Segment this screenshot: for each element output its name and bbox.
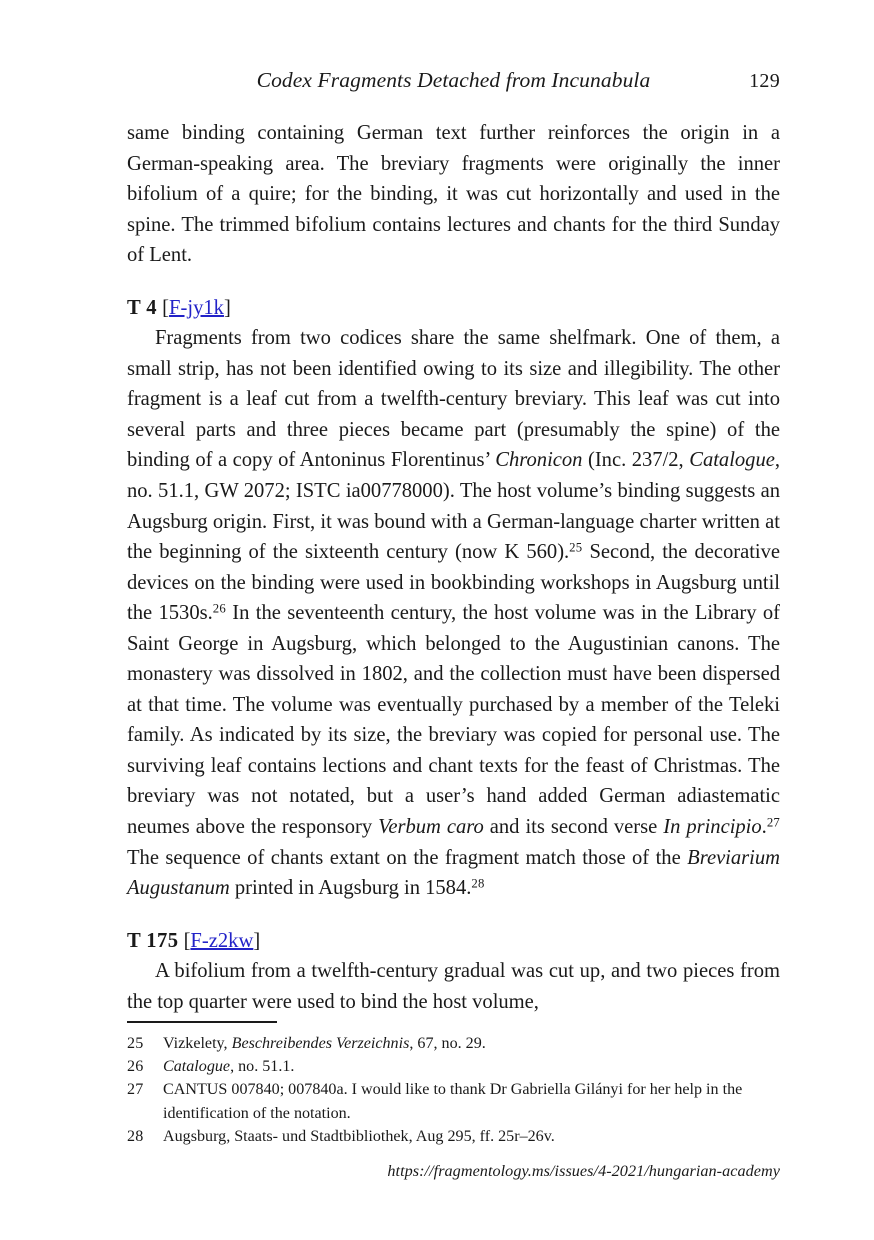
footnote-list <box>127 1032 787 1148</box>
section-signature-t4: T 4 <box>127 296 158 319</box>
body-column <box>127 118 780 1017</box>
running-head-title: Codex Fragments Detached from Incunabula <box>256 68 651 92</box>
fragment-link-t4[interactable]: F-jy1k <box>169 296 224 319</box>
footnote-separator-rule <box>127 1021 277 1023</box>
footnote-ref-26[interactable]: 26 <box>212 601 226 616</box>
t4-text-6: and its second verse <box>483 816 664 839</box>
section-spacer-2 <box>127 904 780 926</box>
section-heading-t4 <box>127 293 780 324</box>
fn25-text-1: Vizkelety, <box>163 1035 232 1052</box>
footnote-item <box>127 1125 787 1148</box>
t4-text-4: Second, the decorative devices on the binding were used in bookbinding workshops in Augsburg until the 1530s. <box>127 541 781 625</box>
running-head <box>127 68 780 98</box>
bracket-close-t4: ] <box>223 296 231 319</box>
bracket-open-t4: [ <box>162 296 170 319</box>
fragment-link-t175[interactable]: F-z2kw <box>190 929 254 952</box>
paragraph-continuation: same binding containing German text further reinforces the origin in a German-speaking area. The breviary fragments were originally the inner bifolium of a quire; for the binding, it was cut horizontally and used in the spine. The trimmed bifolium contains lectures and chants for the third Sunday of Lent. <box>127 122 780 267</box>
t4-italic-in-principio: In principio <box>663 816 762 839</box>
footnote-ref-28[interactable]: 28 <box>471 876 485 891</box>
footnote-text: CANTUS 007840; 007840a. I would like to thank Dr Gabriella Gilányi for her help in the identification of the notation. <box>163 1081 743 1122</box>
t4-text-9: printed in Augsburg in 1584. <box>229 877 472 900</box>
footnote-item <box>127 1078 787 1124</box>
footer-url: https://fragmentology.ms/issues/4-2021/hungarian-academy <box>387 1162 780 1180</box>
fn25-text-2: , 67, no. 29. <box>409 1035 486 1052</box>
t4-text-7: . <box>761 816 767 839</box>
footnote-number: 28 <box>127 1127 144 1145</box>
footnote-item <box>127 1055 787 1078</box>
t4-text-8: The sequence of chants extant on the fragment match those of the <box>127 846 688 869</box>
section-spacer-1 <box>127 271 780 293</box>
bracket-open-t175: [ <box>183 929 191 952</box>
footnote-ref-27[interactable]: 27 <box>766 815 780 830</box>
fn26-text-2: , no. 51.1. <box>230 1058 295 1076</box>
t4-text-3: , no. 51.1, GW 2072; ISTC ia00778000). The host volume’s binding suggests an Augsburg origin. First, it was bound with a German-language charter written at the beginning of the sixteenth century (now K 560). <box>127 449 780 564</box>
footnote-text <box>163 1055 787 1078</box>
t4-text-1: Fragments from two codices share the same shelfmark. One of them, a small strip, has not been identified owing to its size and illegibility. The other fragment is a leaf cut from a twelfth-century breviary. This leaf was cut into several parts and three pieces became part (presumably the spine) of the binding of a copy of Antoninus Florentinus’ <box>127 327 780 472</box>
t4-text-2: (Inc. 237/2, <box>582 449 690 472</box>
fn26-italic-catalogue: Catalogue <box>163 1058 231 1076</box>
footnote-number: 27 <box>127 1081 144 1099</box>
section-heading-t175 <box>127 926 780 957</box>
page-number: 129 <box>749 70 780 92</box>
t4-italic-chronicon: Chronicon <box>495 449 583 472</box>
paragraph-t4-body <box>127 323 780 903</box>
bracket-close-t175: ] <box>253 929 261 952</box>
t4-italic-verbum-caro: Verbum caro <box>378 816 484 839</box>
footnote-text: Augsburg, Staats- und Stadtbibliothek, Aug 295, ff. 25r–26v. <box>163 1127 555 1145</box>
t4-italic-breviarium-augustanum: Breviarium Augustanum <box>127 846 780 900</box>
t4-text-5: In the seventeenth century, the host volume was in the Library of Saint George in Augsburg, which belonged to the Augustinian canons. The monastery was dissolved in 1802, and the collection must have been dispersed at that time. The volume was eventually purchased by a member of the Teleki family. As indicated by its size, the breviary was copied for personal use. The surviving leaf contains lections and chant texts for the feast of Christmas. The breviary was not notated, but a user’s hand added German adiastematic neumes above the responsory <box>127 602 780 839</box>
footnote-number: 26 <box>127 1058 144 1076</box>
footnote-ref-25[interactable]: 25 <box>569 540 583 555</box>
t4-italic-catalogue: Catalogue <box>689 449 775 472</box>
footnote-text <box>163 1032 787 1055</box>
footnote-item <box>127 1032 787 1055</box>
footnote-number: 25 <box>127 1035 144 1052</box>
section-signature-t175: T 175 <box>127 929 179 952</box>
fn25-italic-title: Beschreibendes Verzeichnis <box>231 1035 410 1052</box>
paragraph-t175-body: A bifolium from a twelfth-century gradual was cut up, and two pieces from the top quarter were used to bind the host volume, <box>127 960 780 1013</box>
